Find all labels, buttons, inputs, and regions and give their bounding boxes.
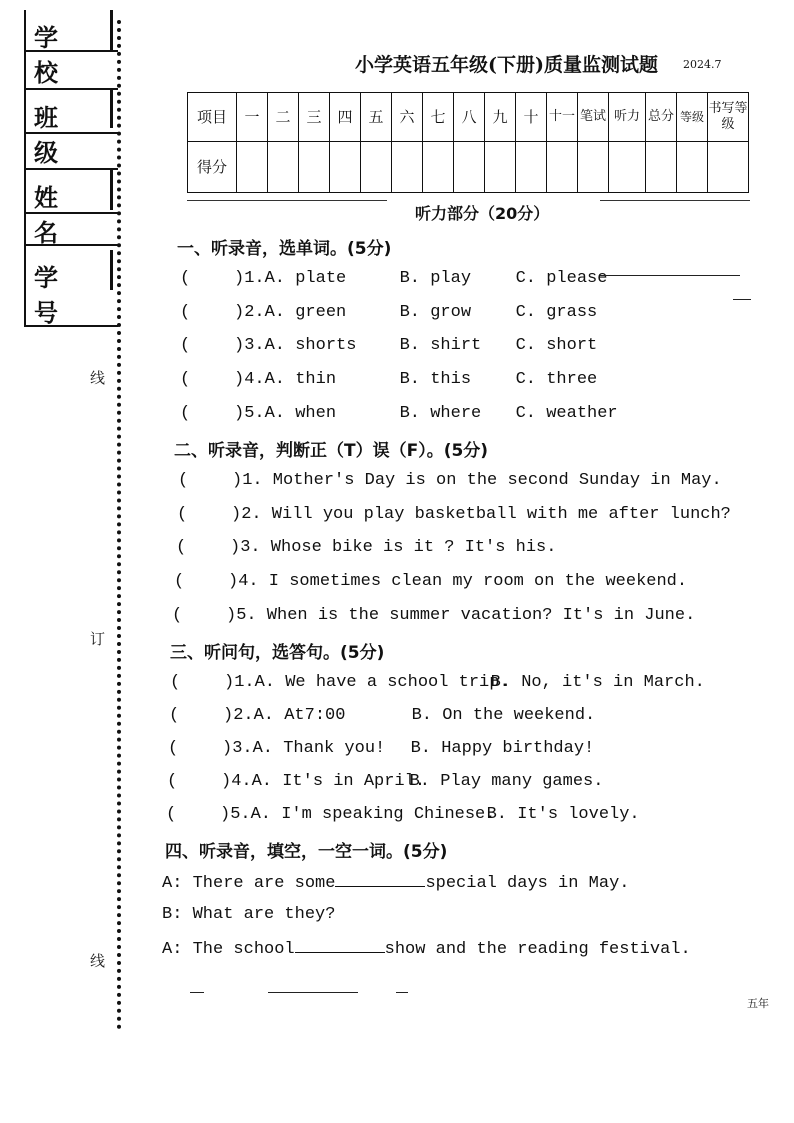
section-2-title: 二、听录音，判断正（T）误（F）。(5分) <box>174 441 489 461</box>
score-cell[interactable] <box>708 142 749 193</box>
section-1-title: 一、听录音，选单词。(5分) <box>177 239 392 259</box>
cut-mark: 线 <box>90 952 106 970</box>
score-cell[interactable] <box>237 142 268 193</box>
option-c: C. please <box>515 269 608 288</box>
stray-mark <box>190 992 204 993</box>
section-4-title: 四、听录音，填空，一空一词。(5分) <box>165 842 448 862</box>
question-row: ( )2.A. At7:00 B. On the weekend. <box>169 706 596 725</box>
exam-title: 小学英语五年级(下册)质量监测试题 <box>355 54 658 76</box>
option-b: B. Play many games. <box>409 772 604 791</box>
option-a: A. thin <box>264 370 337 389</box>
score-header-cell: 总分 <box>646 93 677 142</box>
student-info-panel <box>24 10 118 327</box>
question-row: ( )4.A. thin B. this C. three <box>180 370 598 389</box>
option-c: C. grass <box>515 303 598 322</box>
option-a: A. At7:00 <box>253 706 346 725</box>
score-header-cell: 十一 <box>547 93 578 142</box>
score-cell[interactable] <box>392 142 423 193</box>
question-row: ( )2. Will you play basketball with me after lunch? <box>177 505 731 524</box>
option-a: A. shorts <box>264 336 357 355</box>
option-a: A. We have a school trip. <box>254 673 510 692</box>
score-header-cell: 书写等级 <box>708 93 749 142</box>
score-cell[interactable] <box>454 142 485 193</box>
score-header-cell: 项目 <box>188 93 237 142</box>
divider <box>26 168 118 170</box>
answer-bracket[interactable]: ( <box>180 336 191 355</box>
score-cell[interactable] <box>268 142 299 193</box>
option-b: B. this <box>399 370 472 389</box>
question-row: ( )5.A. when B. where C. weather <box>180 404 618 423</box>
score-cell[interactable] <box>677 142 708 193</box>
score-cell[interactable] <box>299 142 330 193</box>
score-cell[interactable] <box>578 142 609 193</box>
score-header-cell: 八 <box>454 93 485 142</box>
score-row-label: 得分 <box>188 142 237 193</box>
question-row: ( )1.A. We have a school trip.B. No, it's in March. <box>170 673 705 692</box>
heading-rule <box>187 200 387 201</box>
fill-blank-line: A: The school show and the reading festival. <box>162 940 691 959</box>
divider <box>26 50 118 52</box>
option-c: C. short <box>515 336 598 355</box>
binding-cut-line <box>117 20 121 1030</box>
score-header-cell: 十 <box>516 93 547 142</box>
score-cell[interactable] <box>646 142 677 193</box>
cut-mark: 线 <box>90 369 106 387</box>
page-footer: 五年 <box>747 997 769 1010</box>
answer-bracket[interactable]: ( <box>180 303 191 322</box>
exam-date: 2024.7 <box>683 58 722 71</box>
option-a: A. plate <box>264 269 347 288</box>
cut-mark: 订 <box>90 630 106 648</box>
question-row: ( )3.A. Thank you! B. Happy birthday! <box>168 739 595 758</box>
option-b: B. Happy birthday! <box>410 739 595 758</box>
question-row: ( )1.A. plate B. play C. please <box>180 269 608 288</box>
vertical-rule <box>110 88 113 128</box>
question-row: ( )4. I sometimes clean my room on the weekend. <box>174 572 688 591</box>
divider <box>26 88 118 90</box>
score-cell[interactable] <box>516 142 547 193</box>
section-3-title: 三、听问句，选答句。(5分) <box>170 643 385 663</box>
score-header-cell: 三 <box>299 93 330 142</box>
score-header-cell: 二 <box>268 93 299 142</box>
listening-part-heading: 听力部分（20分） <box>415 204 550 223</box>
option-c: C. weather <box>515 404 618 423</box>
heading-rule <box>600 200 750 201</box>
option-b: B. No, it's in March. <box>490 673 705 692</box>
question-row: ( )2.A. green B. grow C. grass <box>180 303 598 322</box>
answer-bracket[interactable]: ( <box>172 606 183 625</box>
answer-bracket[interactable]: ( <box>166 805 177 824</box>
option-a: A. Thank you! <box>252 739 386 758</box>
score-header-cell: 五 <box>361 93 392 142</box>
score-header-cell: 听力 <box>609 93 646 142</box>
score-header-cell: 七 <box>423 93 454 142</box>
score-cell[interactable] <box>423 142 454 193</box>
vertical-rule <box>110 170 113 210</box>
divider <box>26 212 118 214</box>
stray-mark <box>733 299 751 300</box>
score-header-cell: 四 <box>330 93 361 142</box>
blank-input[interactable] <box>335 872 425 887</box>
answer-bracket[interactable]: ( <box>174 572 185 591</box>
stray-mark <box>396 992 408 993</box>
name-label: 姓 名 <box>34 183 68 247</box>
score-header-cell: 六 <box>392 93 423 142</box>
divider <box>26 244 118 246</box>
answer-bracket[interactable]: ( <box>170 673 181 692</box>
score-header-cell: 笔试 <box>578 93 609 142</box>
answer-bracket[interactable]: ( <box>180 404 191 423</box>
dialogue-line: B: What are they? <box>162 905 336 924</box>
question-row: ( )5.A. I'm speaking Chinese.B. It's lovely. <box>166 805 640 824</box>
divider <box>26 132 118 134</box>
vertical-rule <box>110 250 113 290</box>
option-b: B. It's lovely. <box>486 805 640 824</box>
option-b: B. play <box>399 269 472 288</box>
answer-bracket[interactable]: ( <box>168 739 179 758</box>
option-b: B. shirt <box>399 336 482 355</box>
answer-bracket[interactable]: ( <box>176 538 187 557</box>
school-label: 学 校 <box>34 23 68 87</box>
blank-input[interactable] <box>295 938 385 953</box>
option-c: C. three <box>515 370 598 389</box>
score-cell[interactable] <box>361 142 392 193</box>
score-cell[interactable] <box>547 142 578 193</box>
stray-mark <box>600 275 740 276</box>
option-b: B. grow <box>399 303 472 322</box>
score-cell[interactable] <box>609 142 646 193</box>
question-row: ( )1. Mother's Day is on the second Sunday in May. <box>178 471 722 490</box>
score-header-cell: 等级 <box>677 93 708 142</box>
answer-bracket[interactable]: ( <box>169 706 180 725</box>
score-cell[interactable] <box>330 142 361 193</box>
number-label: 学 号 <box>34 263 68 327</box>
score-table <box>187 92 749 193</box>
score-header-cell: 一 <box>237 93 268 142</box>
answer-bracket[interactable]: ( <box>177 505 188 524</box>
question-row: ( )3. Whose bike is it ? It's his. <box>176 538 557 557</box>
answer-bracket[interactable]: ( <box>180 269 191 288</box>
answer-bracket[interactable]: ( <box>180 370 191 389</box>
option-a: A. when <box>264 404 337 423</box>
option-a: A. I'm speaking Chinese. <box>250 805 496 824</box>
class-label: 班 级 <box>34 103 68 167</box>
stray-mark <box>268 992 358 993</box>
answer-bracket[interactable]: ( <box>178 471 189 490</box>
option-b: B. where <box>399 404 482 423</box>
answer-bracket[interactable]: ( <box>167 772 178 791</box>
question-row: ( )3.A. shorts B. shirt C. short <box>180 336 598 355</box>
score-cell[interactable] <box>485 142 516 193</box>
score-header-cell: 九 <box>485 93 516 142</box>
option-a: A. It's in April. <box>251 772 426 791</box>
vertical-rule <box>110 10 113 50</box>
question-row: ( )4.A. It's in April.B. Play many games. <box>167 772 604 791</box>
option-a: A. green <box>264 303 347 322</box>
option-b: B. On the weekend. <box>411 706 596 725</box>
fill-blank-line: A: There are some special days in May. <box>162 874 630 893</box>
question-row: ( )5. When is the summer vacation? It's in June. <box>172 606 696 625</box>
